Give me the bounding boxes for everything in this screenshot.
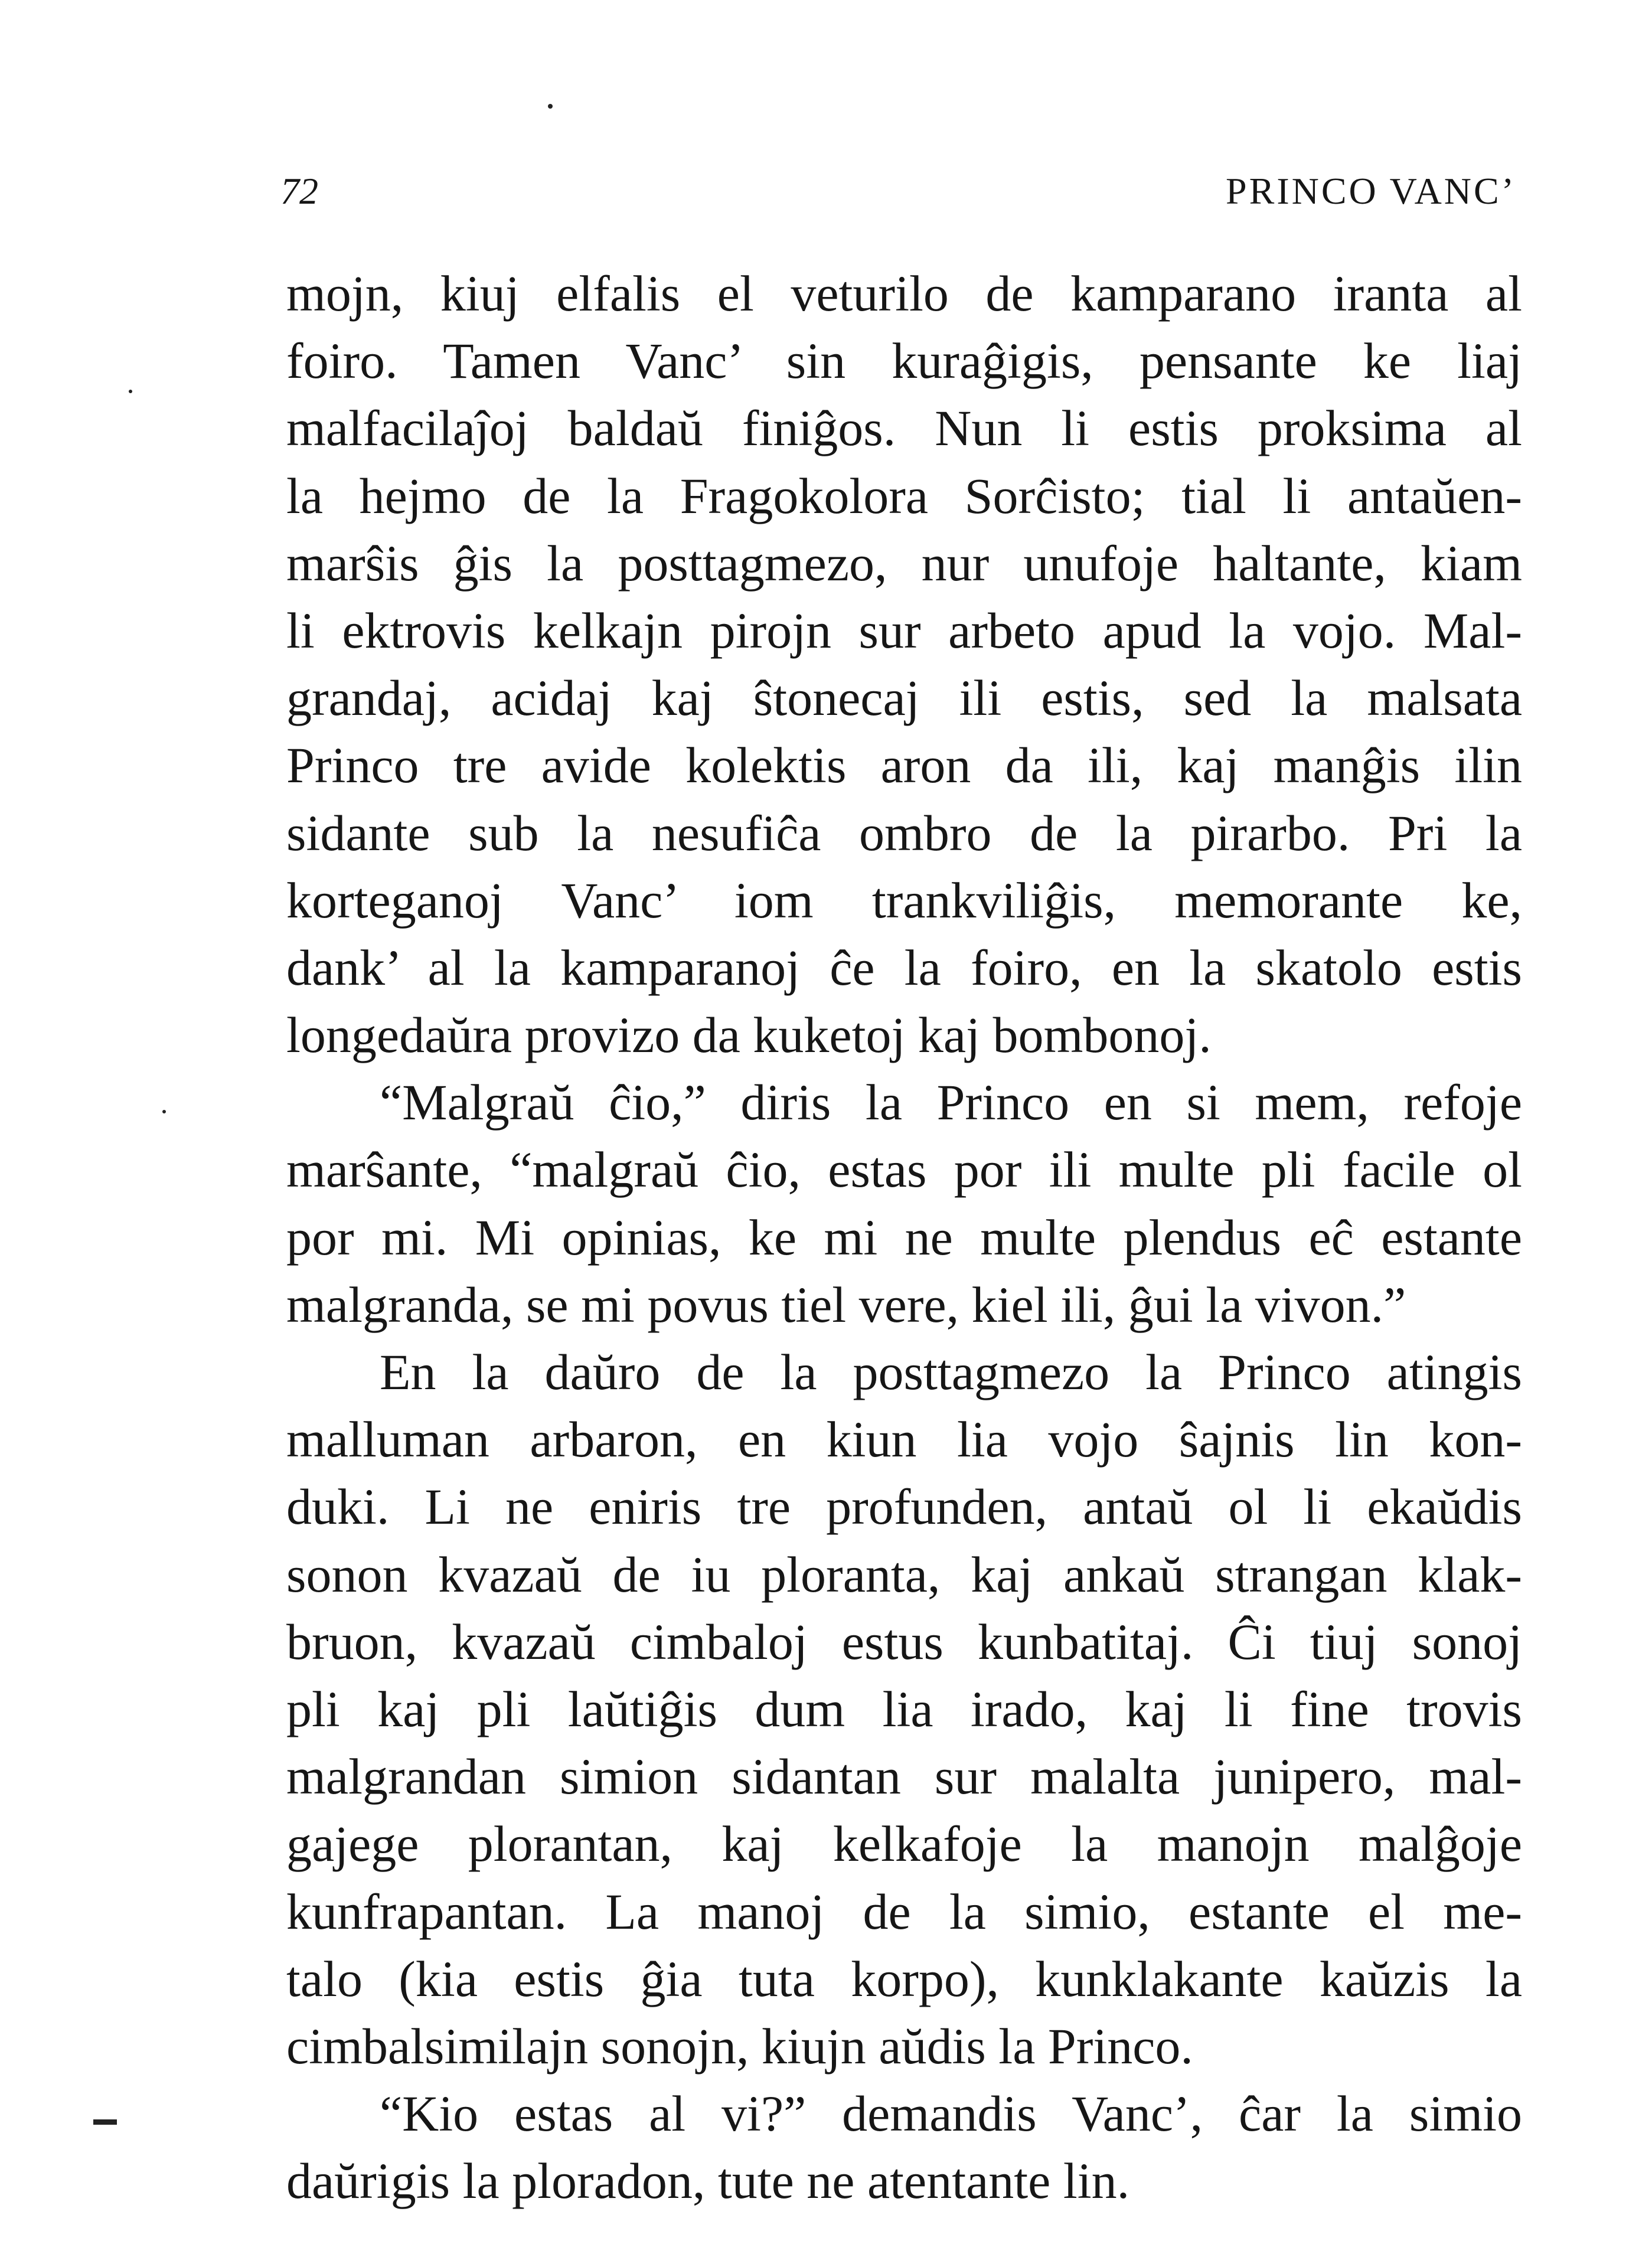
text-line: bruon, kvazaŭ cimbaloj estus kunbatitaj. Ĉi tiuj sonoj	[286, 1613, 1522, 1670]
text-line: li ektrovis kelkajn pirojn sur arbeto apud la vojo. Mal-	[286, 602, 1522, 659]
text-line: dank’ al la kamparanoj ĉe la foiro, en la skatolo estis	[286, 939, 1522, 996]
page-number: 72	[280, 170, 318, 212]
text-line: En la daŭro de la posttagmezo la Princo atingis	[380, 1344, 1522, 1400]
text-line: grandaj, acidaj kaj ŝtonecaj ili estis, sed la malsata	[286, 669, 1522, 727]
text-line: pli kaj pli laŭtiĝis dum lia irado, kaj li fine trovis	[286, 1680, 1522, 1737]
text-line: duki. Li ne eniris tre profunden, antaŭ ol li ekaŭdis	[286, 1478, 1522, 1536]
text-line: sonon kvazaŭ de iu ploranta, kaj ankaŭ strangan klak-	[286, 1546, 1522, 1603]
scan-speck	[129, 390, 132, 393]
text-line: “Malgraŭ ĉio,” diris la Princo en si mem, refoje	[380, 1074, 1522, 1131]
text-line: Princo tre avide kolektis aron da ili, kaj manĝis ilin	[286, 737, 1522, 794]
text-line: talo (kia estis ĝia tuta korpo), kunklakante kaŭzis la	[286, 1950, 1522, 2007]
text-line: gajege plorantan, kaj kelkafoje la manojn malĝoje	[286, 1815, 1522, 1873]
text-line: mojn, kiuj elfalis el veturilo de kamparano iranta al	[286, 265, 1522, 322]
text-line: marŝis ĝis la posttagmezo, nur unufoje haltante, kiam	[286, 534, 1522, 592]
text-line: kunfrapantan. La manoj de la simio, estante el me-	[286, 1883, 1522, 1940]
scan-speck	[162, 1110, 166, 1113]
text-line: daŭrigis la ploradon, tute ne atentante lin.	[286, 2152, 1130, 2210]
text-line: foiro. Tamen Vanc’ sin kuraĝigis, pensante ke liaj	[286, 332, 1522, 390]
running-title: PRINCO VANC’	[1226, 170, 1516, 212]
text-line: por mi. Mi opinias, ke mi ne multe plendus eĉ estante	[286, 1208, 1522, 1266]
text-line: longedaŭra provizo da kuketoj kaj bombonoj.	[286, 1007, 1212, 1064]
text-line: cimbalsimilajn sonojn, kiujn aŭdis la Princo.	[286, 2017, 1193, 2075]
text-line: sidante sub la nesufiĉa ombro de la pirarbo. Pri la	[286, 804, 1522, 861]
text-line: malgrandan simion sidantan sur malalta junipero, mal-	[286, 1748, 1522, 1805]
text-line: marŝante, “malgraŭ ĉio, estas por ili multe pli facile ol	[286, 1141, 1522, 1198]
text-line: malluman arbaron, en kiun lia vojo ŝajnis lin kon-	[286, 1411, 1522, 1468]
text-line: “Kio estas al vi?” demandis Vanc’, ĉar la simio	[380, 2085, 1522, 2142]
text-line: korteganoj Vanc’ iom trankviliĝis, memorante ke,	[286, 871, 1522, 929]
scan-speck	[548, 104, 553, 109]
text-line: la hejmo de la Fragokolora Sorĉisto; tial li antaŭen-	[286, 467, 1522, 524]
scan-speck	[93, 2119, 117, 2125]
body-text	[286, 260, 1522, 2214]
text-line: malfacilaĵoj baldaŭ finiĝos. Nun li estis proksima al	[286, 400, 1522, 457]
text-line: malgranda, se mi povus tiel vere, kiel ili, ĝui la vivon.”	[286, 1276, 1406, 1333]
